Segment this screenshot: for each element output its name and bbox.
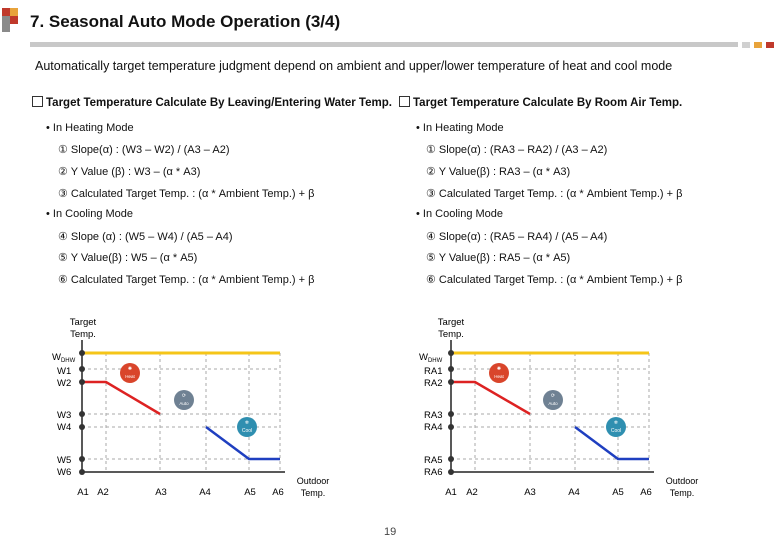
y-axis-title: Target	[437, 317, 465, 328]
checkbox-icon	[32, 96, 43, 107]
left-cooling-label: • In Cooling Mode	[46, 208, 134, 220]
x-axis-title: Outdoor	[665, 476, 699, 486]
right-heating-item: ② Y Value(β) : RA3 – (α * A3)	[426, 166, 571, 178]
accent-square	[766, 42, 774, 48]
heating-curve	[451, 382, 530, 414]
x-label: A6	[272, 487, 284, 498]
x-label: A5	[612, 487, 624, 498]
sun-icon: ✺	[127, 366, 133, 372]
left-heating-item: ① Slope(α) : (W3 – W2) / (A3 – A2)	[58, 144, 230, 156]
y-label: W6	[57, 467, 72, 478]
y-label: W2	[57, 378, 72, 389]
y-label-dhw: $W_{DHW}$	[419, 352, 443, 364]
title-rule	[30, 42, 738, 47]
accent-square	[754, 42, 762, 48]
left-heating-item: ③ Calculated Target Temp. : (α * Ambient Temp.) + β	[58, 188, 315, 200]
y-tick-dot	[448, 411, 454, 417]
checkbox-icon	[399, 96, 410, 107]
x-label: A2	[97, 487, 109, 498]
x-label: A4	[199, 487, 211, 498]
sun-icon: ✺	[496, 366, 502, 372]
x-label: A1	[77, 487, 89, 498]
svg-text:Auto: Auto	[548, 401, 558, 406]
y-label: RA5	[424, 455, 443, 466]
auto-icon: ⟳	[550, 393, 556, 399]
y-tick-dot	[79, 469, 85, 475]
y-label: RA6	[424, 467, 443, 478]
right-heating-item: ③ Calculated Target Temp. : (α * Ambient Temp.) + β	[426, 188, 683, 200]
svg-text:Cool: Cool	[610, 428, 622, 434]
cool-badge	[606, 417, 626, 437]
left-heating-label: • In Heating Mode	[46, 122, 134, 134]
snowflake-icon: ❄	[244, 420, 250, 426]
y-tick-dot	[448, 379, 454, 385]
cool-badge	[237, 417, 257, 437]
accent-square	[742, 42, 750, 48]
auto-badge	[543, 390, 563, 410]
left-cooling-item: ⑤ Y Value(β) : W5 – (α * A5)	[58, 252, 198, 264]
auto-icon: ⟳	[181, 393, 187, 399]
x-label: A6	[640, 487, 652, 498]
page-number: 19	[384, 526, 397, 538]
y-axis-title: Temp.	[438, 329, 464, 340]
y-label: RA4	[424, 422, 443, 433]
y-label: RA3	[424, 410, 443, 421]
right-section-heading: Target Temperature Calculate By Room Air Temp.	[399, 96, 682, 109]
logo	[2, 8, 18, 32]
x-axis-title: Temp.	[669, 488, 695, 498]
x-label: A4	[568, 487, 580, 498]
y-tick-dot	[448, 469, 454, 475]
y-tick-dot	[79, 366, 85, 372]
y-label: W1	[57, 366, 72, 377]
x-axis-title: Outdoor	[296, 476, 330, 486]
y-tick-dot	[79, 424, 85, 430]
heat-badge	[489, 363, 509, 383]
snowflake-icon: ❄	[613, 420, 619, 426]
y-tick-dot	[448, 366, 454, 372]
right-cooling-item: ④ Slope(α) : (RA5 – RA4) / (A5 – A4)	[426, 231, 608, 243]
left-section-heading: Target Temperature Calculate By Leaving/Entering Water Temp.	[32, 96, 392, 109]
y-tick-dot	[448, 456, 454, 462]
left-heating-item: ② Y Value (β) : W3 – (α * A3)	[58, 166, 201, 178]
y-label: W5	[57, 455, 72, 466]
page-title: 7. Seasonal Auto Mode Operation (3/4)	[30, 12, 341, 31]
y-tick-dot	[79, 379, 85, 385]
x-label: A3	[524, 487, 536, 498]
svg-text:Cool: Cool	[241, 428, 253, 434]
right-cooling-item: ⑥ Calculated Target Temp. : (α * Ambient Temp.) + β	[426, 274, 683, 286]
auto-badge	[174, 390, 194, 410]
y-axis-title: Temp.	[70, 329, 96, 340]
svg-text:Heat: Heat	[125, 374, 135, 379]
subtitle: Automatically target temperature judgment depend on ambient and upper/lower temperature of heat and cool mode	[35, 59, 673, 73]
y-axis-title: Target	[69, 317, 97, 328]
heat-badge	[120, 363, 140, 383]
svg-text:Auto: Auto	[179, 401, 189, 406]
y-label: W3	[57, 410, 72, 421]
right-heating-item: ① Slope(α) : (RA3 – RA2) / (A3 – A2)	[426, 144, 608, 156]
x-label: A3	[155, 487, 167, 498]
y-label: W4	[57, 422, 72, 433]
y-tick-dot	[79, 350, 85, 356]
x-label: A2	[466, 487, 478, 498]
right-heating-label: • In Heating Mode	[416, 122, 504, 134]
left-curve-graph	[0, 300, 390, 510]
x-label: A5	[244, 487, 256, 498]
y-tick-dot	[79, 411, 85, 417]
right-curve-graph	[370, 300, 770, 510]
y-label-dhw: $W_{DHW}$	[52, 352, 76, 364]
y-tick-dot	[448, 350, 454, 356]
left-cooling-item: ④ Slope (α) : (W5 – W4) / (A5 – A4)	[58, 231, 233, 243]
x-label: A1	[445, 487, 457, 498]
y-tick-dot	[448, 424, 454, 430]
right-cooling-label: • In Cooling Mode	[416, 208, 504, 220]
svg-text:Heat: Heat	[494, 374, 504, 379]
left-cooling-item: ⑥ Calculated Target Temp. : (α * Ambient Temp.) + β	[58, 274, 315, 286]
x-axis-title: Temp.	[300, 488, 326, 498]
y-label: RA1	[424, 366, 443, 377]
right-cooling-item: ⑤ Y Value(β) : RA5 – (α * A5)	[426, 252, 571, 264]
heating-curve	[82, 382, 160, 414]
y-tick-dot	[79, 456, 85, 462]
y-label: RA2	[424, 378, 443, 389]
